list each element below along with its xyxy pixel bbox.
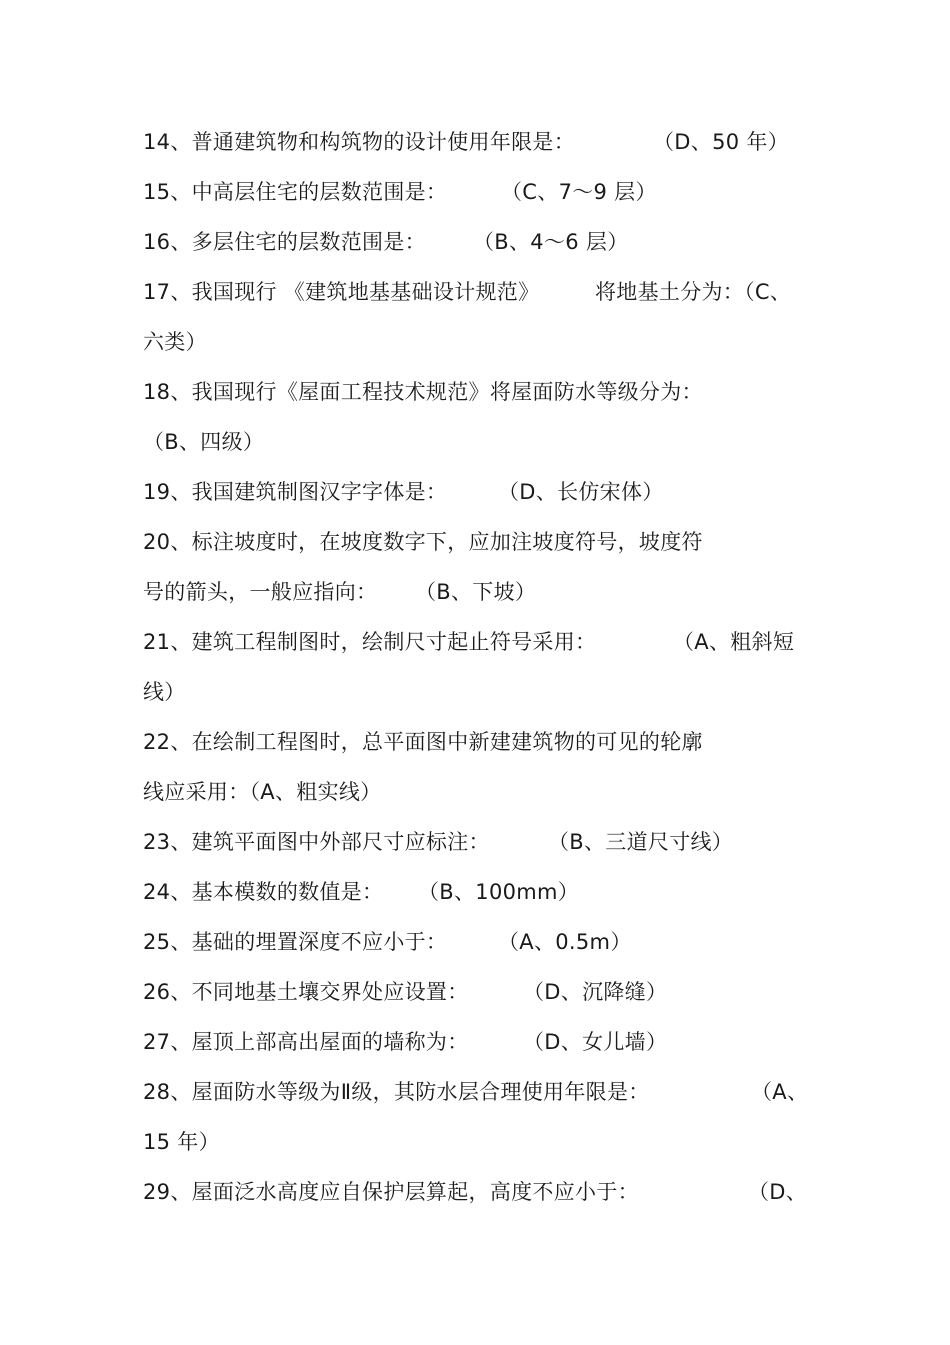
question-22-line (143, 728, 703, 756)
answer-text: （B、100mm） (418, 880, 580, 904)
answer-text: （A、 (751, 1080, 809, 1104)
answer-text: （B、四级） (143, 430, 265, 454)
question-text: 线应采用：（A、粗实线） (143, 780, 382, 804)
question-text: 20、标注坡度时，在坡度数字下，应加注坡度符号，坡度符 (143, 530, 703, 554)
answer-text: （D、沉降缝） (523, 980, 668, 1004)
question-text: 六类） (143, 330, 207, 354)
question-20-continuation (143, 578, 537, 606)
answer-text: （A、粗斜短 (673, 630, 795, 654)
question-15-line (143, 178, 657, 206)
question-text: 24、基本模数的数值是： (143, 880, 384, 904)
question-28-continuation (143, 1128, 220, 1156)
question-27-line (143, 1028, 668, 1056)
question-20-line (143, 528, 703, 556)
answer-text: （C、7～9 层） (501, 180, 657, 204)
answer-text: 将地基土分为：（C、 (595, 280, 792, 304)
answer-text: （B、4～6 层） (473, 230, 629, 254)
question-text: 17、我国现行 《建筑地基基础设计规范》 (143, 280, 540, 304)
question-text: 19、我国建筑制图汉字字体是： (143, 480, 448, 504)
question-18-line (143, 378, 703, 406)
question-text: 14、普通建筑物和构筑物的设计使用年限是： (143, 130, 576, 154)
question-21-continuation (143, 678, 186, 706)
question-text: 25、基础的埋置深度不应小于： (143, 930, 448, 954)
answer-text: （B、下坡） (415, 580, 537, 604)
question-19-line (143, 478, 664, 506)
question-23-line (143, 828, 734, 856)
question-text: 28、屋面防水等级为Ⅱ级，其防水层合理使用年限是： (143, 1080, 650, 1104)
answer-text: 15 年） (143, 1130, 220, 1154)
question-text: 21、建筑工程制图时，绘制尺寸起止符号采用： (143, 630, 597, 654)
question-text: 23、建筑平面图中外部尺寸应标注： (143, 830, 490, 854)
question-22-continuation (143, 778, 381, 806)
question-28-line (143, 1078, 809, 1106)
question-16-line (143, 228, 629, 256)
question-text: 27、屋顶上部高出屋面的墙称为： (143, 1030, 469, 1054)
question-text: 15、中高层住宅的层数范围是： (143, 180, 448, 204)
question-17-continuation (143, 328, 207, 356)
question-18-answer (143, 428, 264, 456)
question-text: 22、在绘制工程图时，总平面图中新建建筑物的可见的轮廓 (143, 730, 703, 754)
question-14-line (143, 128, 789, 156)
question-29-line (143, 1178, 808, 1206)
question-17-line (143, 278, 792, 306)
question-26-line (143, 978, 668, 1006)
question-21-line (143, 628, 795, 656)
question-text: 29、屋面泛水高度应自保护层算起，高度不应小于： (143, 1180, 639, 1204)
question-25-line (143, 928, 632, 956)
question-text: 16、多层住宅的层数范围是： (143, 230, 426, 254)
answer-text: （D、 (748, 1180, 808, 1204)
answer-text: （D、50 年） (653, 130, 789, 154)
question-text: 号的箭头，一般应指向： (143, 580, 378, 604)
answer-text: （D、长仿宋体） (498, 480, 664, 504)
question-text: 26、不同地基土壤交界处应设置： (143, 980, 469, 1004)
answer-text: （D、女儿墙） (523, 1030, 668, 1054)
answer-text: 线） (143, 680, 186, 704)
answer-text: （A、0.5m） (498, 930, 632, 954)
answer-text: （B、三道尺寸线） (548, 830, 734, 854)
question-text: 18、我国现行《屋面工程技术规范》将屋面防水等级分为： (143, 380, 703, 404)
question-24-line (143, 878, 580, 906)
